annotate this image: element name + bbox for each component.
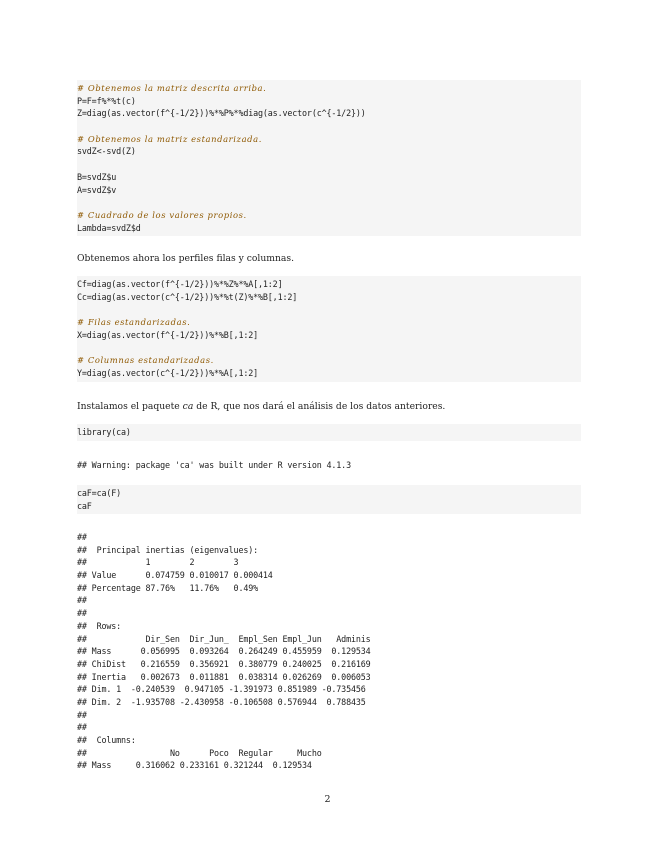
paragraph-text-start: Instalamos el paquete bbox=[77, 401, 183, 412]
code-line: ## Mass 0.056995 0.093264 0.264249 0.455959 0.129534 bbox=[77, 646, 371, 657]
package-name-emphasis: ca bbox=[182, 401, 194, 412]
code-line: ## ChiDist 0.216559 0.356921 0.380779 0.240025 0.216169 bbox=[77, 658, 371, 669]
code-line: ## Mass 0.316062 0.233161 0.321244 0.129534 bbox=[77, 760, 312, 771]
code-line: B=svdZ$u bbox=[77, 171, 117, 182]
code-line: ## bbox=[77, 608, 87, 619]
code-line: caF bbox=[77, 500, 92, 511]
output-ca-summary bbox=[77, 531, 581, 772]
code-line: ## Principal inertias (eigenvalues): bbox=[77, 544, 259, 555]
code-line: ## Percentage 87.76% 11.76% 0.49% bbox=[77, 582, 259, 593]
code-line: ## 1 2 3 bbox=[77, 557, 239, 568]
code-line: Y=diag(as.vector(c^{-1/2}))%*%A[,1:2] bbox=[77, 367, 259, 378]
code-line: ## bbox=[77, 595, 87, 606]
code-line: ## Value 0.074759 0.010017 0.000414 bbox=[77, 570, 273, 581]
code-line bbox=[77, 158, 581, 171]
code-line: # Obtenemos la matriz descrita arriba. bbox=[77, 83, 267, 93]
code-line: # Obtenemos la matriz estandarizada. bbox=[77, 133, 262, 144]
code-line: ## bbox=[77, 532, 87, 542]
paragraph-perfiles: Obtenemos ahora los perfiles filas y columnas. bbox=[77, 253, 295, 264]
code-line: ## Inertia 0.002673 0.011881 0.038314 0.026269 0.006053 bbox=[77, 671, 371, 682]
code-line: # Columnas estandarizadas. bbox=[77, 355, 214, 366]
code-line: ## Columns: bbox=[77, 735, 136, 745]
code-block-ca-call bbox=[77, 485, 581, 514]
code-line: ## Rows: bbox=[77, 620, 122, 631]
output-warning bbox=[77, 459, 581, 472]
code-line: library(ca) bbox=[77, 427, 131, 437]
code-block-library bbox=[77, 424, 581, 441]
code-line: ## Dim. 2 -1.935708 -2.430958 -0.106508 0.576944 0.788435 bbox=[77, 696, 366, 707]
code-line bbox=[77, 120, 581, 133]
paragraph-text-end: de R, que nos dará el análisis de los datos anteriores. bbox=[193, 401, 446, 412]
code-line: ## bbox=[77, 722, 87, 733]
code-line: svdZ<-svd(Z) bbox=[77, 146, 136, 157]
code-block-svd bbox=[77, 80, 581, 236]
code-line: Z=diag(as.vector(f^{-1/2}))%*%P%*%diag(as.vector(c^{-1/2})) bbox=[77, 108, 366, 119]
page-number: 2 bbox=[324, 794, 331, 805]
paragraph-paquete-ca bbox=[77, 401, 445, 412]
code-line: Cc=diag(as.vector(c^{-1/2}))%*%t(Z)%*%B[,1:2] bbox=[77, 291, 298, 302]
code-line: ## Dir_Sen Dir_Jun_ Empl_Sen Empl_Jun Adminis bbox=[77, 633, 371, 644]
code-block-perfiles bbox=[77, 276, 581, 382]
code-line: # Cuadrado de los valores propios. bbox=[77, 209, 247, 220]
code-line: P=F=f%*%t(c) bbox=[77, 95, 136, 106]
code-line: X=diag(as.vector(f^{-1/2}))%*%B[,1:2] bbox=[77, 329, 259, 340]
code-line: caF=ca(F) bbox=[77, 488, 122, 498]
code-line: ## Dim. 1 -0.240539 0.947105 -1.391973 0.851989 -0.735456 bbox=[77, 684, 366, 695]
code-line bbox=[77, 303, 581, 316]
code-line: ## No Poco Regular Mucho bbox=[77, 747, 322, 758]
code-line: ## bbox=[77, 709, 87, 720]
code-line: # Filas estandarizadas. bbox=[77, 317, 191, 328]
code-line: ## Warning: package 'ca' was built under R version 4.1.3 bbox=[77, 460, 351, 470]
code-line: Lambda=svdZ$d bbox=[77, 222, 141, 233]
code-line: Cf=diag(as.vector(f^{-1/2}))%*%Z%*%A[,1:2] bbox=[77, 279, 283, 289]
code-line bbox=[77, 196, 581, 209]
code-line: A=svdZ$v bbox=[77, 184, 117, 195]
code-line bbox=[77, 341, 581, 354]
